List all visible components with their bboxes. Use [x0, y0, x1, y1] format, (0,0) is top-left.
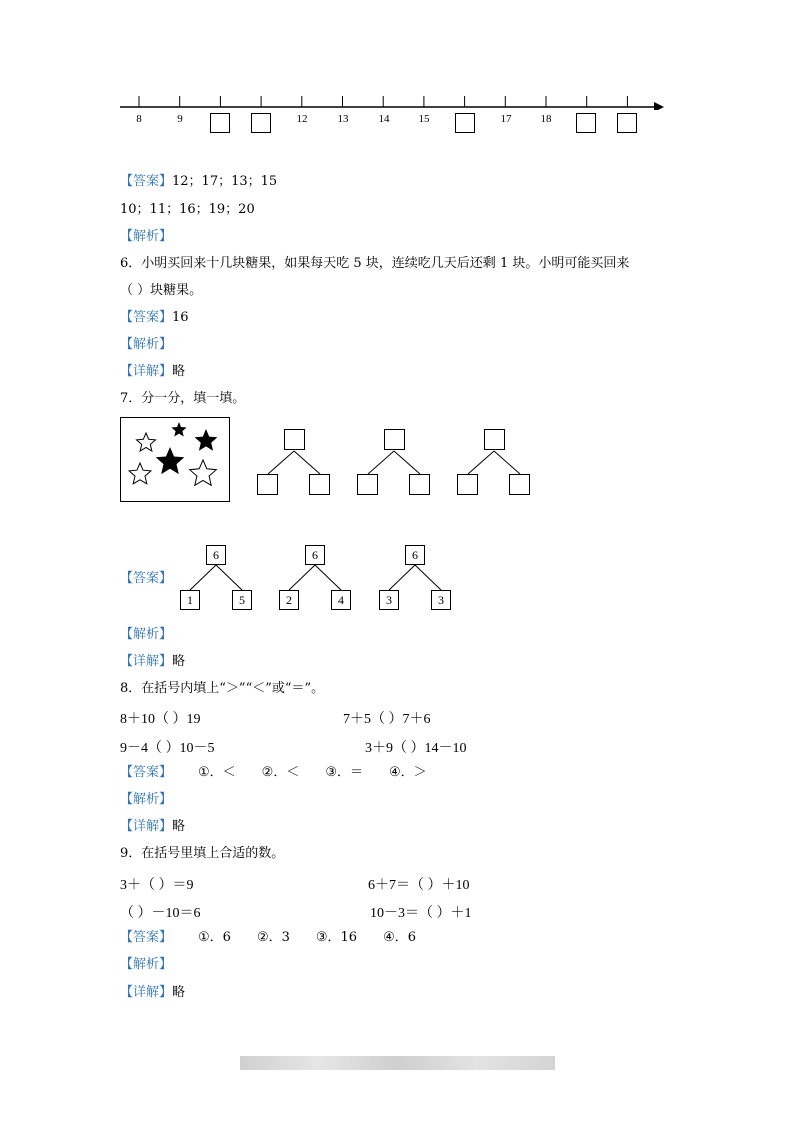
q6-answer-value: 16 [172, 310, 189, 325]
q8-item: 7＋5（ ）7＋6 [343, 712, 431, 727]
q8-answer-value: ①．＜ ②．＜ ③．＝ ④．＞ [198, 765, 427, 780]
q8-item: 9－4（ ）10－5 [120, 741, 215, 756]
analysis-label: 【解析】 [120, 627, 173, 642]
q7-detail-value: 略 [172, 654, 186, 669]
q9-item: 6＋7＝（ ）＋10 [368, 878, 470, 893]
detail-label: 【详解】 [120, 654, 173, 669]
q5-answer-line1: 12；17；13；15 [172, 174, 278, 189]
analysis-label: 【解析】 [120, 229, 173, 244]
detail-label: 【详解】 [120, 364, 173, 379]
q6-answer [120, 310, 189, 326]
star-picture [120, 417, 231, 503]
nl-label: 18 [540, 113, 552, 125]
analysis-label: 【解析】 [120, 957, 173, 972]
nl-label: 8 [136, 113, 142, 125]
detail-label: 【详解】 [120, 819, 173, 834]
numberline-blank-box[interactable] [617, 113, 637, 133]
tree-top-box: 6 [405, 545, 425, 565]
q8-question: 8．在括号内填上“＞”“＜”或“＝”。 [120, 681, 325, 696]
q6-detail-value: 略 [172, 364, 186, 379]
numberline-blank-box[interactable] [576, 113, 596, 133]
tree-top-box: 6 [206, 545, 226, 565]
nl-label: 13 [337, 113, 349, 125]
q9-answer [120, 930, 416, 946]
answer-label: 【答案】 [120, 571, 173, 586]
q9-question: 9．在括号里填上合适的数。 [120, 846, 285, 861]
q5-answer [120, 174, 277, 190]
q9-answer-value: ①．6 ②．3 ③．16 ④．6 [198, 930, 416, 945]
tree-left-box: 1 [180, 590, 200, 610]
numberline-blank-box[interactable] [251, 113, 271, 133]
q8-detail-value: 略 [172, 819, 186, 834]
analysis-label: 【解析】 [120, 337, 173, 352]
answer-label: 【答案】 [120, 174, 173, 189]
analysis-label: 【解析】 [120, 792, 173, 807]
q9-item: （ ）－10＝6 [120, 906, 201, 921]
q8-item: 3＋9（ ）14－10 [365, 741, 467, 756]
nl-label: 15 [418, 113, 430, 125]
q9-item: 10－3＝（ ）＋1 [370, 906, 472, 921]
q9-detail-value: 略 [172, 985, 186, 1000]
q8-item: 8＋10（ ）19 [120, 712, 201, 727]
numberline-blank-box[interactable] [455, 113, 475, 133]
q6-detail [120, 364, 185, 380]
q6-question-line2: （ ）块糖果。 [120, 283, 203, 298]
tree-top-box: 6 [305, 545, 325, 565]
detail-label: 【详解】 [120, 985, 173, 1000]
q7-detail [120, 654, 185, 670]
tree-left-box: 2 [279, 590, 299, 610]
numberline-blank-box[interactable] [210, 113, 230, 133]
answer-label: 【答案】 [120, 930, 173, 945]
nl-label: 14 [378, 113, 390, 125]
number-line [118, 94, 668, 110]
nl-label: 9 [177, 113, 183, 125]
tree-right-box: 5 [232, 590, 252, 610]
tree-right-box: 4 [331, 590, 351, 610]
q7-blank-trees [255, 427, 535, 497]
nl-label: 12 [296, 113, 308, 125]
q7-question: 7．分一分，填一填。 [120, 391, 246, 406]
tree-left-box: 3 [379, 590, 399, 610]
answer-label: 【答案】 [120, 310, 173, 325]
q9-item: 3＋（ ）＝9 [120, 878, 194, 893]
q8-detail [120, 819, 185, 835]
blurred-footer-watermark [240, 1056, 555, 1070]
q6-question-line1: 6．小明买回来十几块糖果，如果每天吃 5 块，连续吃几天后还剩 1 块。小明可能买回来 [120, 256, 630, 271]
q9-detail [120, 985, 185, 1001]
tree-right-box: 3 [431, 590, 451, 610]
nl-label: 17 [500, 113, 512, 125]
q8-answer [120, 765, 427, 781]
q5-answer-line2: 10；11；16；19；20 [120, 202, 255, 217]
answer-label: 【答案】 [120, 765, 173, 780]
